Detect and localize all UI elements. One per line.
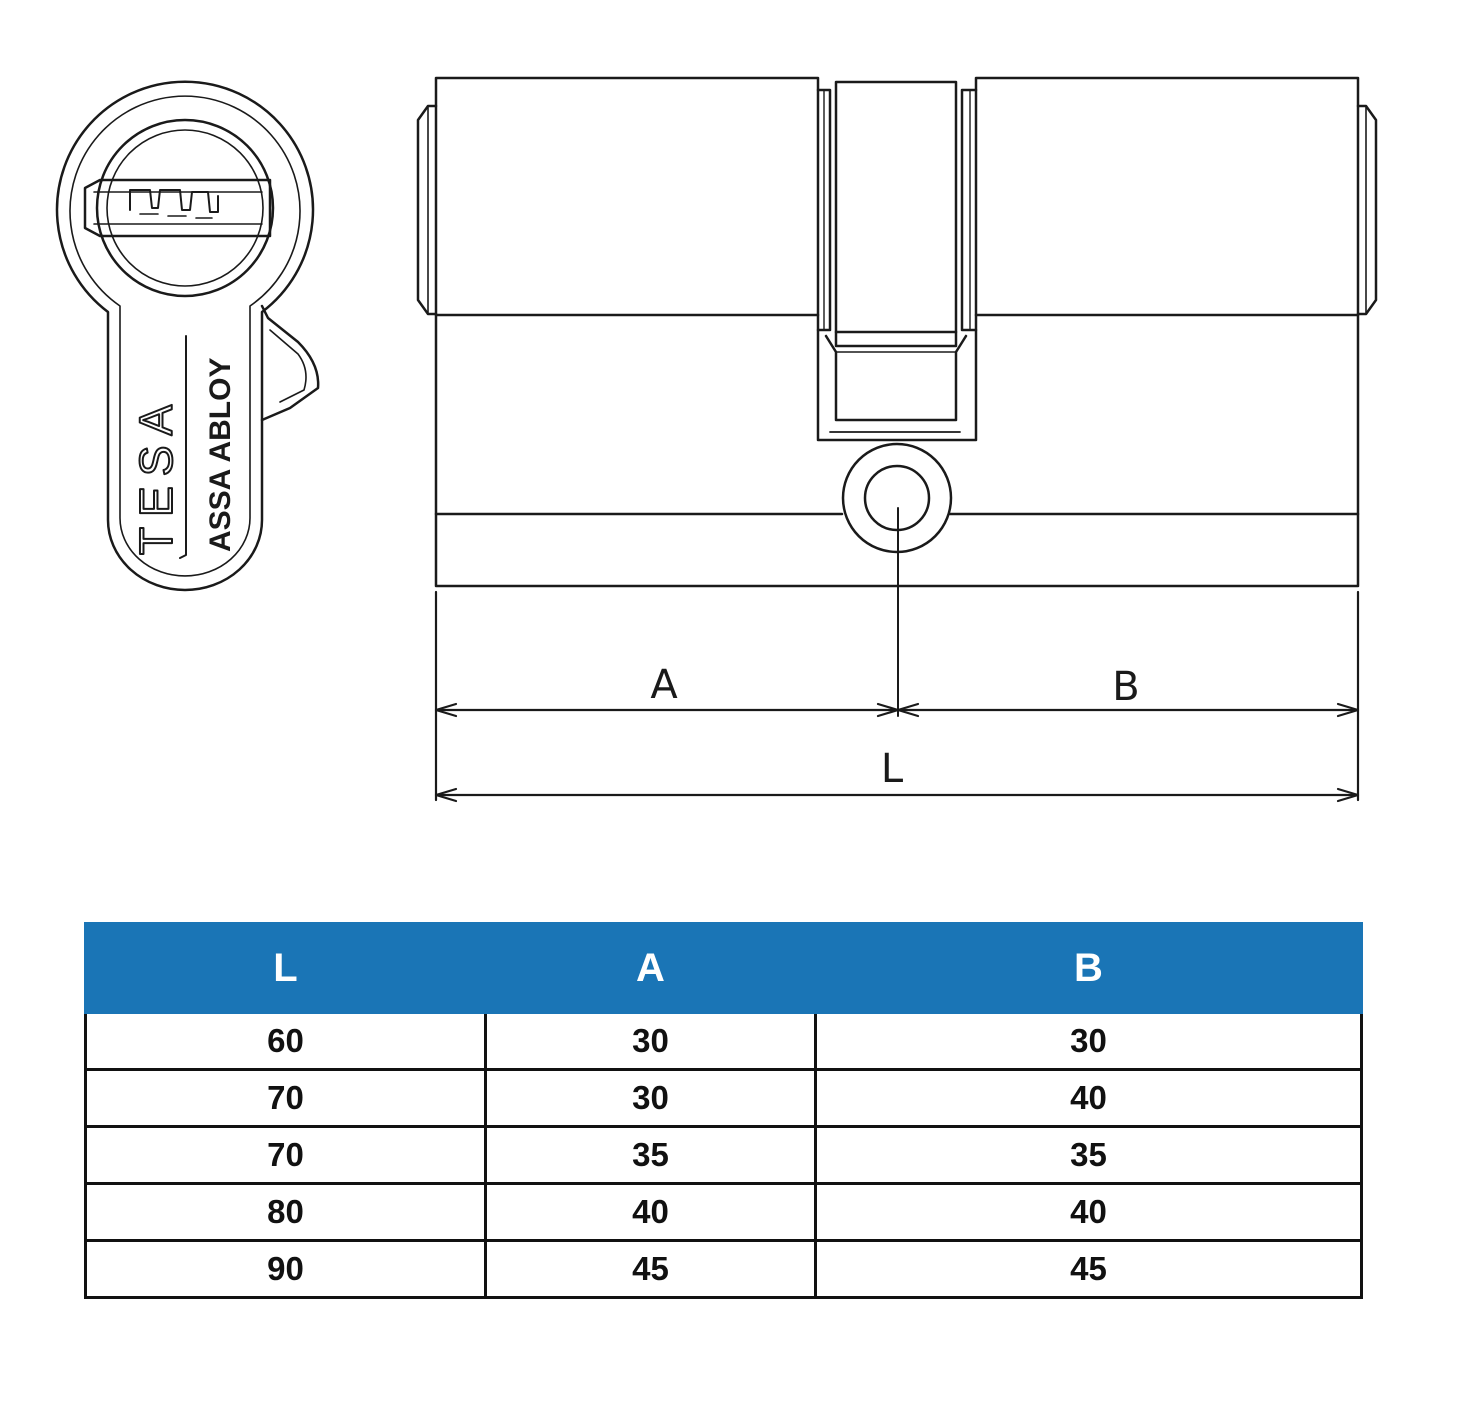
cell-l: 80 [86,1184,486,1241]
column-header-b: B [816,924,1362,1013]
central-cam [836,82,956,332]
brand-primary-text: TESA [130,394,182,555]
brand-logo [130,358,237,555]
cell-a: 30 [486,1070,816,1127]
cell-a: 30 [486,1013,816,1070]
cell-l: 70 [86,1070,486,1127]
table-row [86,1013,1362,1070]
table-header-row [86,924,1362,1013]
cell-a: 45 [486,1241,816,1298]
cell-l: 70 [86,1127,486,1184]
cell-b: 35 [816,1127,1362,1184]
plug-circle [97,120,273,296]
table-row [86,1127,1362,1184]
cylinder-front-view [57,82,318,590]
left-end-cap [418,106,436,314]
table-row [86,1184,1362,1241]
cell-a: 40 [486,1184,816,1241]
brand-secondary-text: ASSA ABLOY [204,357,237,552]
table-row [86,1241,1362,1298]
dimension-label-a: A [650,662,678,708]
column-header-a: A [486,924,816,1013]
right-end-cap [1358,106,1376,314]
right-plug-housing [976,78,1358,315]
column-header-l: L [86,924,486,1013]
cell-b: 45 [816,1241,1362,1298]
key-bitting [130,190,218,212]
cam [262,306,318,420]
cell-b: 30 [816,1013,1362,1070]
dimension-label-b: B [1112,664,1140,710]
cylinder-side-view [418,78,1376,716]
cell-l: 90 [86,1241,486,1298]
size-table [84,922,1363,1299]
dimension-label-l: L [880,746,904,792]
cell-b: 40 [816,1184,1362,1241]
key-slot [85,180,270,236]
cell-b: 40 [816,1070,1362,1127]
cell-l: 60 [86,1013,486,1070]
cell-a: 35 [486,1127,816,1184]
table-row [86,1070,1362,1127]
left-plug-housing [436,78,818,315]
